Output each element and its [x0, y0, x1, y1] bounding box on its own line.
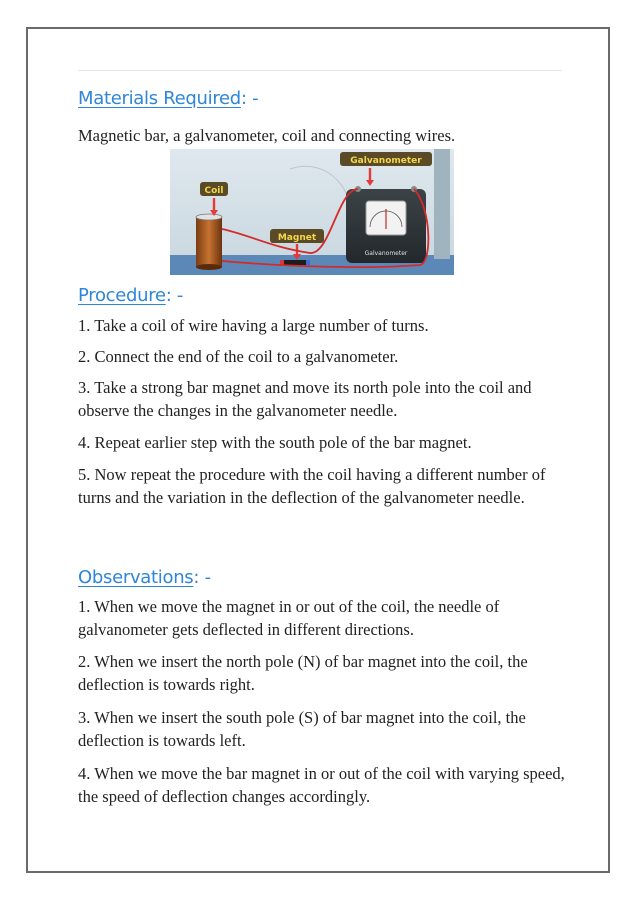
procedure-step: 3. Take a strong bar magnet and move its north pole into the coil and observe the changes in the galvanometer needle. — [78, 378, 532, 420]
materials-heading-text: Materials Required — [78, 88, 241, 109]
window-frame — [434, 149, 450, 259]
materials-heading-suffix: : - — [240, 88, 259, 109]
experiment-illustration — [170, 149, 454, 275]
coil-label: Coil — [204, 186, 224, 196]
procedure-step: 1. Take a coil of wire having a large number of turns. — [78, 316, 429, 335]
magnet-label: Magnet — [277, 233, 317, 243]
procedure-step: 2. Connect the end of the coil to a galvanometer. — [78, 347, 399, 366]
top-divider — [78, 70, 562, 71]
bar-magnet — [280, 260, 310, 265]
observations-heading-text: Observations — [78, 567, 194, 588]
coil — [196, 214, 222, 270]
procedure-step: 5. Now repeat the procedure with the coil having a different number of turns and the variation in the deflection of the galvanometer needle. — [78, 465, 546, 507]
materials-heading — [78, 88, 258, 109]
observation-item: 1. When we move the magnet in or out of the coil, the needle of galvanometer gets deflected in different directions. — [78, 597, 500, 639]
procedure-heading-text: Procedure — [78, 285, 166, 306]
observation-item: 3. When we insert the south pole (S) of bar magnet into the coil, the deflection is towards left. — [78, 708, 526, 750]
observations-heading — [78, 567, 211, 588]
materials-text: Magnetic bar, a galvanometer, coil and connecting wires. — [78, 126, 456, 145]
observation-item: 2. When we insert the north pole (N) of bar magnet into the coil, the deflection is towards right. — [78, 652, 528, 694]
galvanometer-label: Galvanometer — [350, 156, 422, 166]
procedure-step: 4. Repeat earlier step with the south pole of the bar magnet. — [78, 433, 472, 452]
galvanometer-device-caption: Galvanometer — [364, 250, 408, 257]
procedure-heading — [78, 285, 183, 306]
observation-item: 4. When we move the bar magnet in or out of the coil with varying speed, the speed of deflection changes accordingly. — [78, 764, 565, 806]
procedure-heading-suffix: : - — [165, 285, 184, 306]
observations-heading-suffix: : - — [193, 567, 211, 588]
